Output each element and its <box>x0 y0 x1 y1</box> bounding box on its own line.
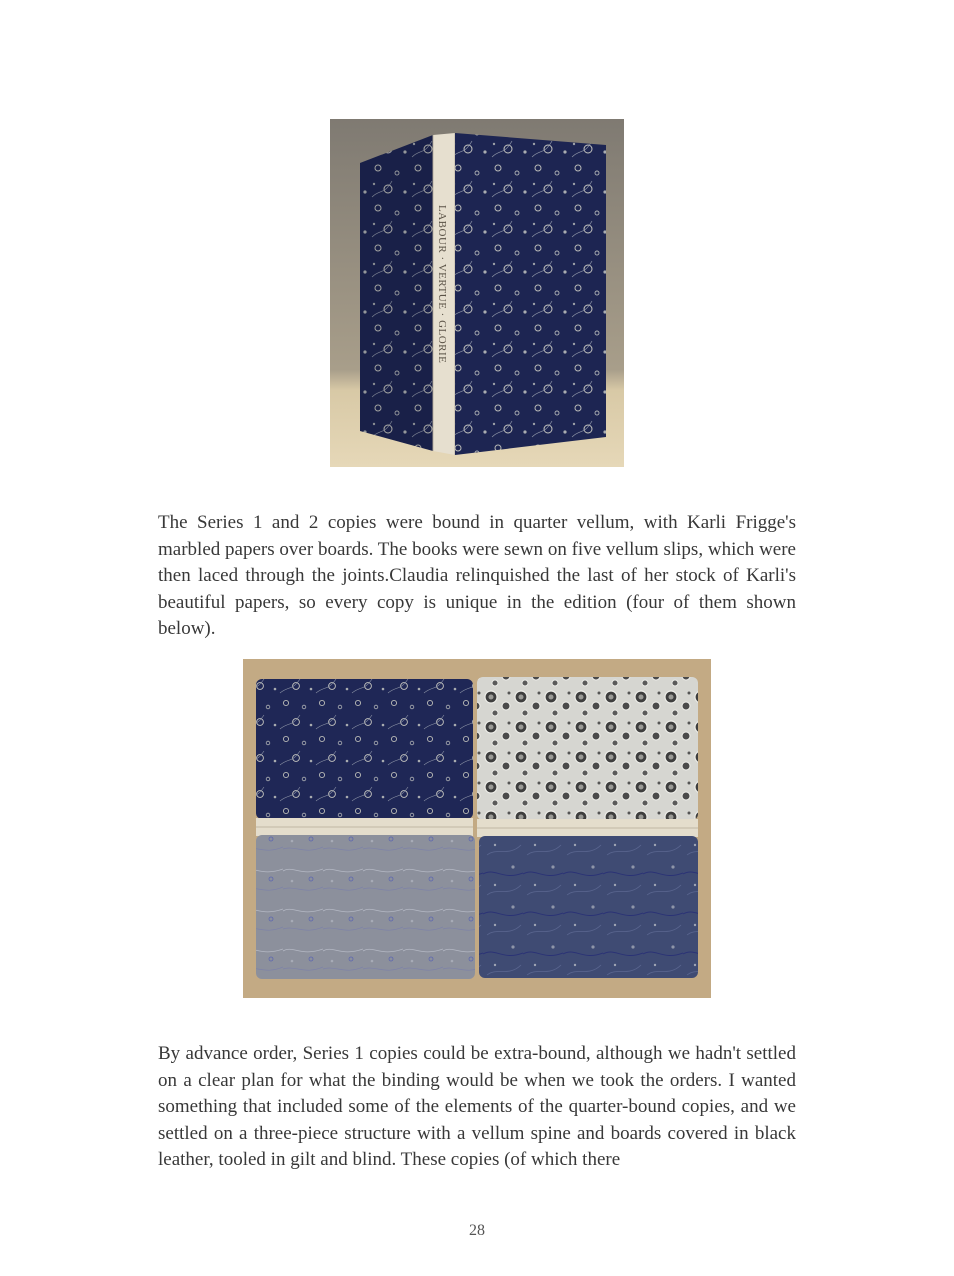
paragraph-2: By advance order, Series 1 copies could be extra-bound, although we hadn't settled on a clear plan for what the binding would be when we took the orders. I wanted something that included some of the elements of the quarter-bound copies, and we settled on a three-piece structure with a vellum spine and boards covered in black leather, tooled in gilt and blind. These copies (of which there <box>158 1043 796 1171</box>
book-photo-standing <box>330 119 624 467</box>
spine-title: LABOUR · VERTUE · GLORIE <box>436 205 448 364</box>
book-photo-four-copies-image <box>243 659 711 998</box>
book-photo-four-copies <box>243 659 711 998</box>
page-number: 28 <box>469 1222 485 1239</box>
book-photo-standing-image <box>330 119 624 467</box>
paragraph-1: The Series 1 and 2 copies were bound in quarter vellum, with Karli Frigge's marbled papers over boards. The books were sewn on five vellum slips, which were then laced through the joints.Claudia relinquished the last of her stock of Karli's beautiful papers, so every copy is unique in the edition (four of them shown below). <box>158 512 796 640</box>
